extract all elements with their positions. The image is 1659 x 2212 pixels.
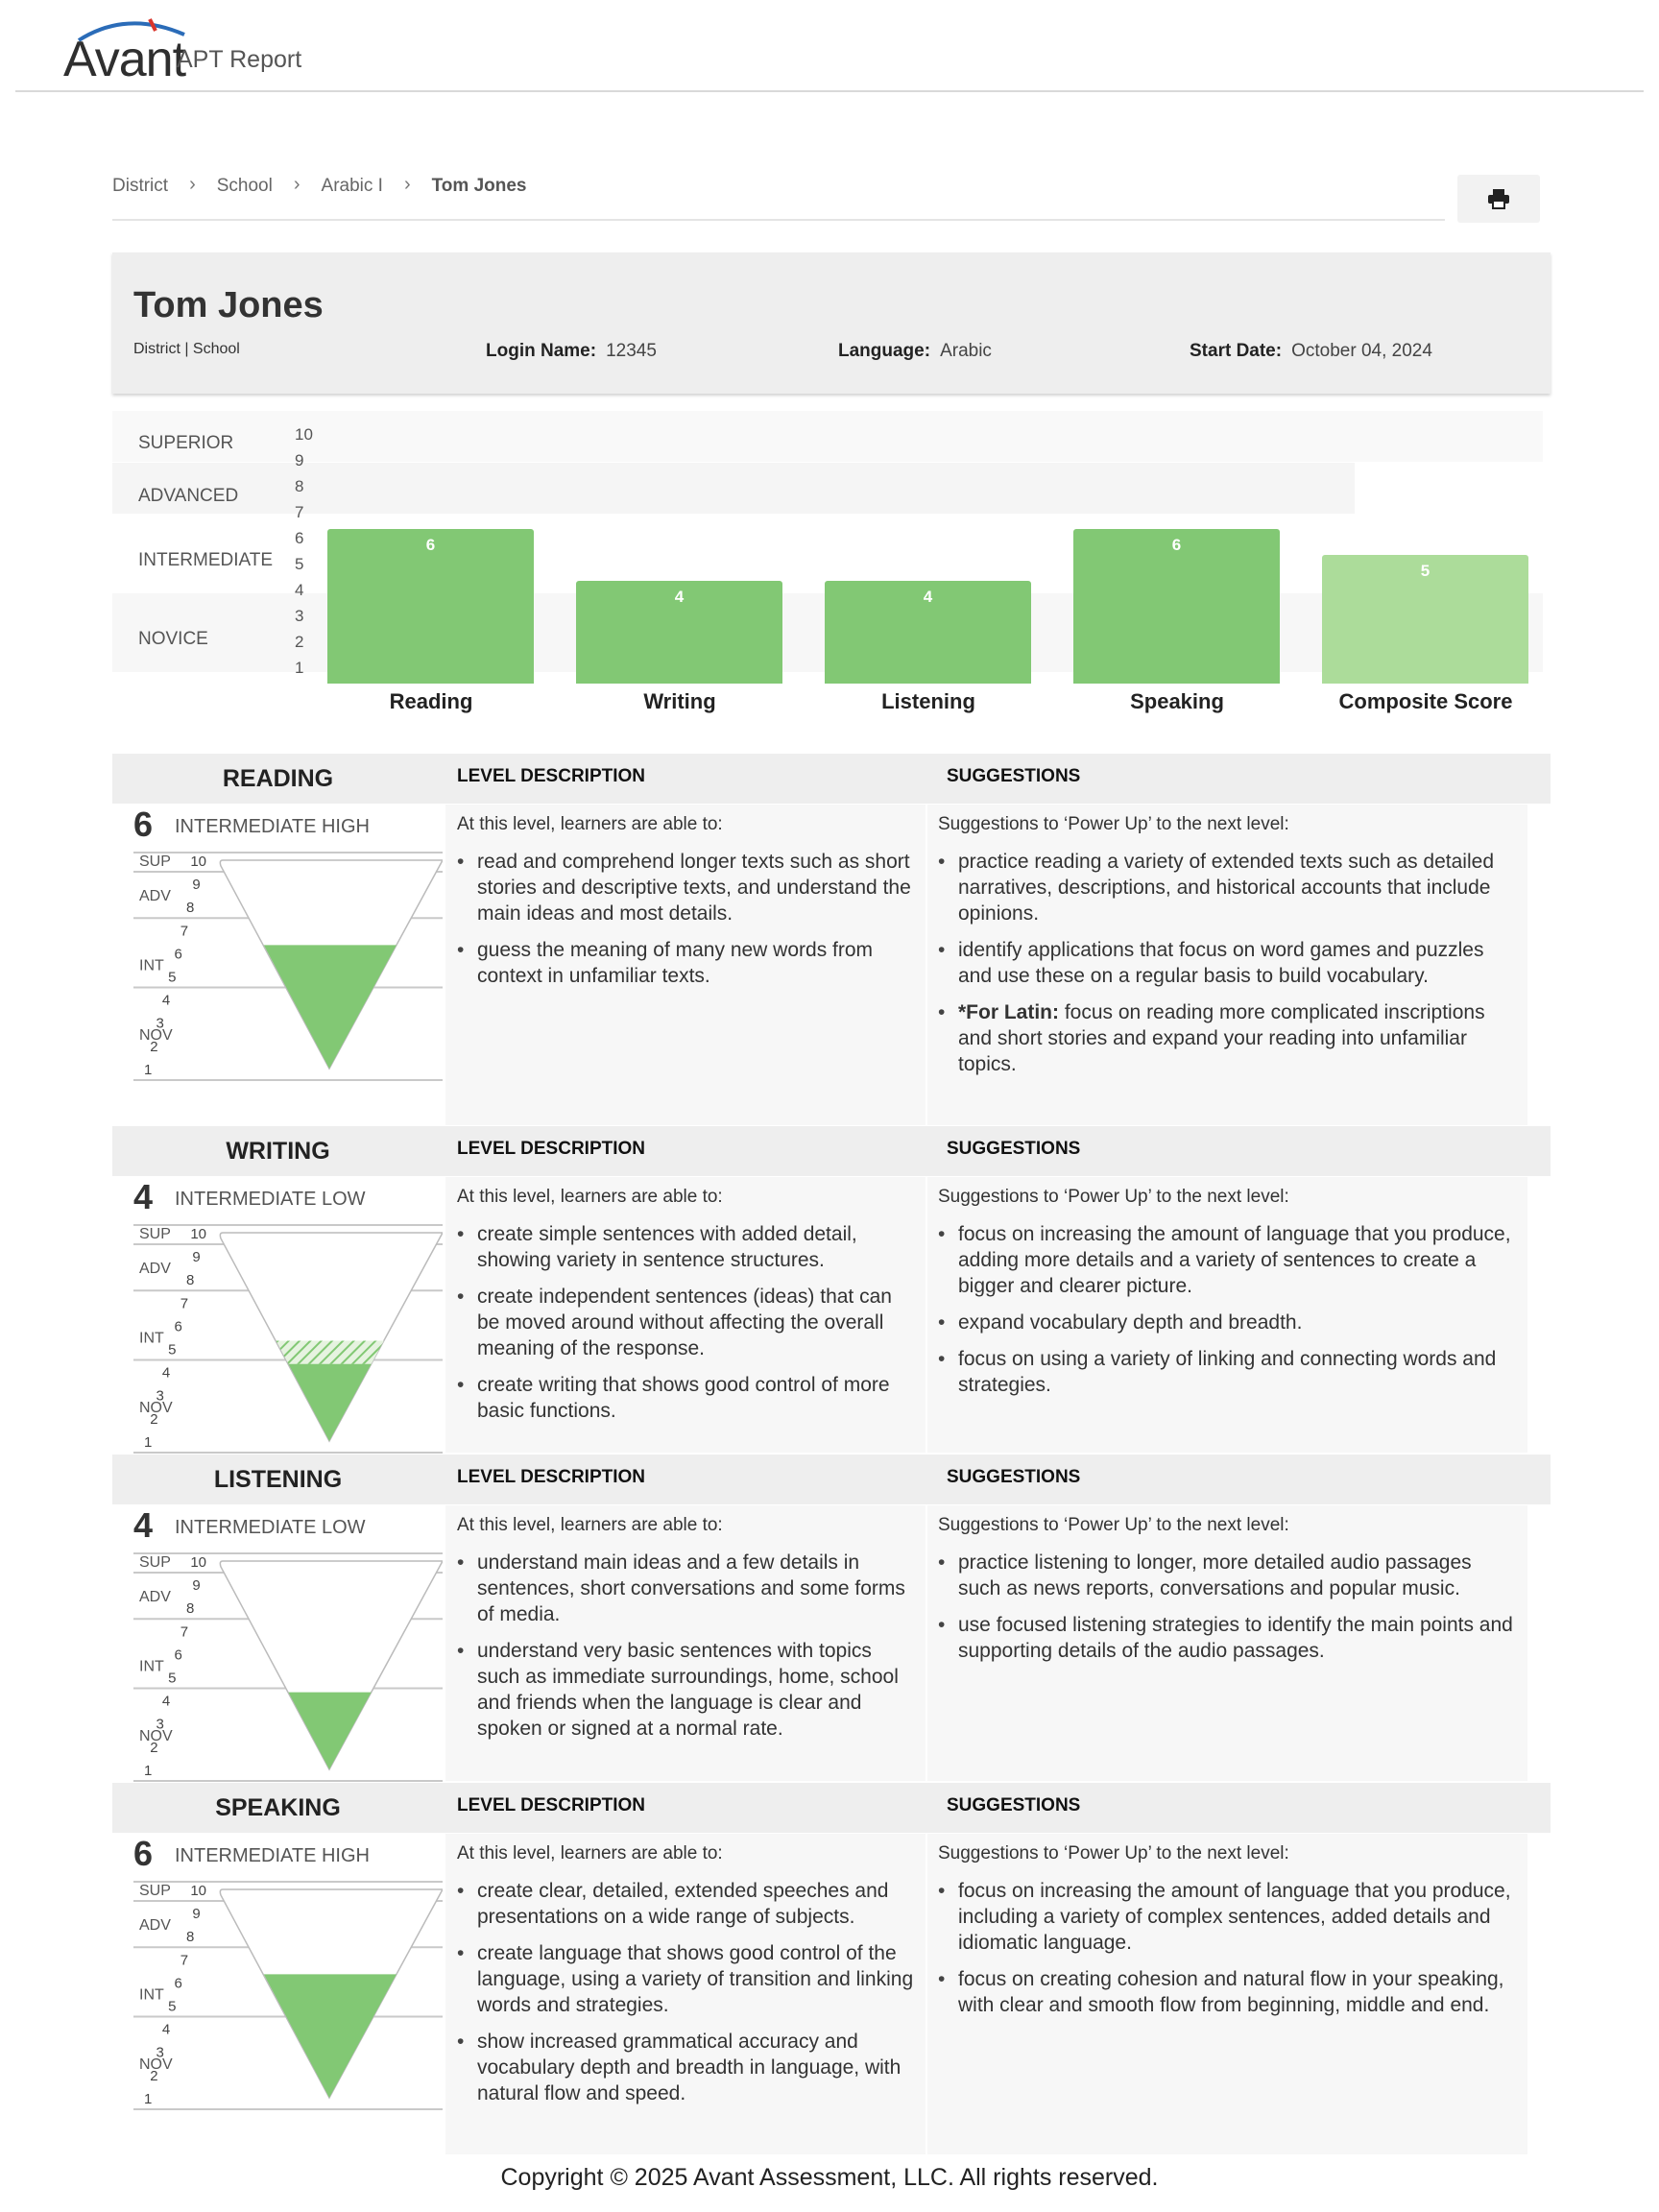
language	[838, 341, 992, 362]
login-name	[486, 341, 657, 362]
y-tick-label: 10	[295, 425, 313, 444]
suggestions-intro: Suggestions to ‘Power Up’ to the next level:	[938, 1843, 1289, 1863]
y-tick-label: 7	[295, 503, 304, 521]
score-value: 6	[133, 1834, 154, 1873]
level-description-item: • create language that shows good control of the language, using a variety of transition and linking words and strategies.	[457, 1940, 916, 2018]
chart-band-superior	[112, 411, 1543, 462]
logo-text: Avant	[63, 32, 186, 87]
triangle-tick-label: 5	[168, 1341, 177, 1358]
triangle-band-label: INT	[139, 1986, 164, 2004]
triangle-tick-label: 9	[192, 877, 201, 894]
triangle-band-label: SUP	[139, 1226, 171, 1242]
app-header	[15, 0, 1644, 92]
suggestion-item: • use focused listening strategies to identify the main points and supporting details of the audio passages.	[938, 1612, 1514, 1664]
level-triangle	[133, 1880, 443, 2115]
score-value: 4	[133, 1505, 154, 1545]
level-description-list	[457, 1221, 916, 1434]
triangle-tick-label: 10	[190, 854, 206, 870]
triangle-tick-label: 2	[150, 1038, 158, 1055]
language-label: Language:	[838, 341, 931, 361]
chart-bar-value: 4	[674, 588, 685, 606]
score-value: 6	[133, 805, 154, 844]
level-name: INTERMEDIATE HIGH	[175, 1845, 370, 1866]
chart-category-label: Writing	[643, 689, 716, 713]
level-description-list	[457, 849, 916, 999]
level-name: INTERMEDIATE LOW	[175, 1189, 366, 1210]
triangle-tick-label: 7	[180, 1295, 189, 1312]
start-date	[1190, 341, 1432, 362]
section-speaking	[112, 1783, 1551, 2154]
triangle-band-label: SUP	[139, 854, 171, 870]
section-header	[112, 1455, 1551, 1504]
triangle-tick-label: 3	[156, 1387, 164, 1405]
level-triangle	[133, 1223, 443, 1458]
triangle-tick-label: 3	[156, 1716, 164, 1733]
chevron-right-icon: ›	[403, 174, 411, 195]
y-tick-label: 4	[295, 581, 304, 599]
proficiency-chart	[112, 411, 1543, 728]
triangle-band-label: INT	[139, 1330, 164, 1347]
section-header	[112, 754, 1551, 804]
triangle-tick-label: 10	[190, 1883, 206, 1899]
score-value: 4	[133, 1177, 154, 1216]
triangle-tick-label: 5	[168, 1998, 177, 2015]
level-description-panel	[445, 1834, 926, 2154]
suggestion-item: • practice listening to longer, more detailed audio passages such as news reports, conversations and popular music.	[938, 1550, 1514, 1601]
level-name: INTERMEDIATE HIGH	[175, 816, 370, 837]
breadcrumb-class[interactable]: Arabic I	[321, 176, 383, 196]
triangle-band-label: NOV	[139, 1727, 173, 1744]
triangle-tick-label: 8	[186, 1272, 195, 1289]
suggestion-item	[938, 999, 1514, 1077]
student-district-school: District | School	[133, 341, 240, 357]
triangle-tick-label: 6	[174, 1975, 182, 1992]
section-writing	[112, 1126, 1551, 1453]
student-name: Tom Jones	[133, 285, 324, 325]
triangle-band-label: ADV	[139, 1917, 171, 1935]
suggestion-item: • focus on increasing the amount of language that you produce, adding more details and a variety of sentences to create a bigger and clearer picture.	[938, 1221, 1514, 1299]
y-tick-label: 9	[295, 451, 304, 469]
level-description-item: • understand very basic sentences with topics such as immediate surroundings, home, school and friends when the language is clear and spoken or signed at a normal rate.	[457, 1638, 916, 1742]
triangle-tick-label: 4	[161, 1364, 171, 1382]
app-title: APT Report	[177, 46, 302, 73]
login-name-label: Login Name:	[486, 341, 597, 361]
level-triangle-icon	[133, 1880, 443, 2110]
start-date-value: October 04, 2024	[1291, 341, 1432, 361]
level-description-list	[457, 1550, 916, 1752]
triangle-tick-label: 2	[150, 1739, 158, 1756]
login-name-value: 12345	[606, 341, 657, 361]
triangle-tick-label: 7	[180, 1623, 189, 1641]
y-tick-label: 5	[295, 555, 304, 573]
triangle-tick-label: 3	[156, 2044, 164, 2061]
suggestion-item: • expand vocabulary depth and breadth.	[938, 1310, 1514, 1335]
start-date-label: Start Date:	[1190, 341, 1283, 361]
level-description-panel	[445, 1505, 926, 1781]
chart-band-label: NOVICE	[138, 629, 208, 649]
suggestions-panel	[927, 1505, 1527, 1781]
suggestions-panel	[927, 1834, 1527, 2154]
printer-icon	[1487, 188, 1510, 209]
section-header	[112, 1126, 1551, 1176]
suggestion-item: • focus on using a variety of linking and connecting words and strategies.	[938, 1346, 1514, 1398]
chart-band-label: ADVANCED	[138, 486, 239, 506]
chart-bar-value: 4	[923, 588, 933, 606]
level-description-item: • create simple sentences with added detail, showing variety in sentence structures.	[457, 1221, 916, 1273]
suggestions-list	[938, 849, 1514, 1088]
level-description-item: • show increased grammatical accuracy and vocabulary depth and breadth in language, with natural flow and speed.	[457, 2029, 916, 2106]
level-description-heading: LEVEL DESCRIPTION	[457, 1795, 646, 1815]
level-description-panel	[445, 1177, 926, 1453]
section-title: READING	[222, 765, 334, 792]
triangle-tick-label: 2	[150, 1410, 158, 1428]
triangle-band-label: ADV	[139, 888, 171, 905]
level-description-item: • create clear, detailed, extended speeches and presentations on a wide range of subjects.	[457, 1878, 916, 1930]
triangle-tick-label: 1	[143, 1762, 153, 1779]
y-tick-label: 3	[295, 607, 304, 625]
breadcrumb-student: Tom Jones	[431, 176, 527, 196]
section-title: SPEAKING	[215, 1794, 341, 1821]
avant-logo[interactable]	[50, 13, 194, 87]
suggestions-panel	[927, 1177, 1527, 1453]
student-card	[112, 252, 1551, 394]
level-triangle-icon	[133, 1551, 443, 1782]
language-value: Arabic	[940, 341, 992, 361]
level-triangle	[133, 1551, 443, 1787]
triangle-tick-label: 2	[150, 2067, 158, 2084]
chart-category-label: Reading	[389, 689, 473, 713]
chart-bar-value: 5	[1420, 562, 1431, 580]
triangle-band-label: ADV	[139, 1261, 171, 1278]
triangle-band-label: SUP	[139, 1883, 171, 1899]
chevron-right-icon: ›	[293, 174, 301, 195]
chart-category-label: Composite Score	[1338, 689, 1513, 713]
suggestions-list	[938, 1221, 1514, 1408]
chart-band-label: SUPERIOR	[138, 433, 234, 453]
suggestions-intro: Suggestions to ‘Power Up’ to the next level:	[938, 1187, 1289, 1207]
level-description-intro: At this level, learners are able to:	[457, 1187, 723, 1207]
section-header	[112, 1783, 1551, 1833]
triangle-tick-label: 10	[190, 1554, 206, 1571]
suggestion-item: • practice reading a variety of extended texts such as detailed narratives, descriptions, and historical accounts that include opinions.	[938, 849, 1514, 926]
copyright: Copyright © 2025 Avant Assessment, LLC. All rights reserved.	[500, 2164, 1159, 2191]
triangle-band-label: NOV	[139, 1026, 173, 1044]
suggestions-intro: Suggestions to ‘Power Up’ to the next level:	[938, 1515, 1289, 1535]
suggestions-heading: SUGGESTIONS	[947, 1795, 1081, 1815]
y-tick-label: 2	[295, 633, 304, 651]
chevron-right-icon: ›	[189, 174, 196, 195]
suggestions-intro: Suggestions to ‘Power Up’ to the next level:	[938, 814, 1289, 834]
level-triangle-icon	[133, 1223, 443, 1454]
y-tick-label: 1	[295, 659, 304, 677]
suggestion-item: • identify applications that focus on word games and puzzles and use these on a regular basis to build vocabulary.	[938, 937, 1514, 989]
level-description-heading: LEVEL DESCRIPTION	[457, 1467, 646, 1487]
triangle-tick-label: 6	[174, 946, 182, 963]
section-reading	[112, 754, 1551, 1125]
breadcrumb-district[interactable]: District	[112, 176, 169, 196]
level-triangle-icon	[133, 851, 443, 1081]
suggestions-list	[938, 1550, 1514, 1674]
level-description-panel	[445, 805, 926, 1125]
triangle-tick-label: 5	[168, 969, 177, 986]
triangle-tick-label: 5	[168, 1670, 177, 1687]
triangle-tick-label: 6	[174, 1318, 182, 1335]
triangle-band-label: INT	[139, 957, 164, 974]
triangle-tick-label: 4	[161, 1693, 171, 1710]
suggestions-heading: SUGGESTIONS	[947, 766, 1081, 786]
breadcrumb-school[interactable]: School	[216, 176, 273, 196]
level-name: INTERMEDIATE LOW	[175, 1517, 366, 1538]
triangle-band-label: INT	[139, 1658, 164, 1675]
chart-bar-value: 6	[425, 536, 436, 554]
triangle-tick-label: 1	[143, 1433, 153, 1451]
y-tick-label: 8	[295, 477, 304, 495]
level-triangle	[133, 851, 443, 1086]
triangle-tick-label: 9	[192, 1249, 201, 1266]
triangle-tick-label: 8	[186, 1600, 195, 1618]
section-title: LISTENING	[213, 1466, 343, 1493]
level-description-heading: LEVEL DESCRIPTION	[457, 1139, 646, 1159]
triangle-tick-label: 4	[161, 2021, 171, 2038]
level-description-item: • create independent sentences (ideas) that can be moved around without affecting the overall meaning of the response.	[457, 1284, 916, 1361]
triangle-tick-label: 9	[192, 1906, 201, 1923]
level-description-list	[457, 1878, 916, 2117]
chart-category-label: Speaking	[1130, 689, 1224, 713]
triangle-tick-label: 1	[143, 2090, 153, 2107]
chart-bar-value: 6	[1171, 536, 1182, 554]
print-button[interactable]	[1457, 175, 1540, 223]
suggestion-text: focus on reading more complicated inscriptions and short stories and expand your reading into unfamiliar topics.	[958, 1001, 1485, 1075]
triangle-tick-label: 7	[180, 1952, 189, 1969]
level-description-item: • understand main ideas and a few details in sentences, short conversations and some forms of media.	[457, 1550, 916, 1627]
suggestions-heading: SUGGESTIONS	[947, 1139, 1081, 1159]
triangle-tick-label: 6	[174, 1647, 182, 1664]
triangle-tick-label: 1	[143, 1061, 153, 1078]
triangle-tick-label: 10	[190, 1226, 206, 1242]
suggestion-prefix: *For Latin:	[958, 1001, 1059, 1023]
breadcrumb	[112, 173, 1445, 221]
triangle-tick-label: 7	[180, 923, 189, 940]
suggestions-heading: SUGGESTIONS	[947, 1467, 1081, 1487]
suggestion-item: • focus on creating cohesion and natural flow in your speaking, with clear and smooth flow from beginning, middle and end.	[938, 1966, 1514, 2018]
section-title: WRITING	[226, 1138, 330, 1165]
suggestions-panel	[927, 805, 1527, 1125]
level-description-heading: LEVEL DESCRIPTION	[457, 766, 646, 786]
level-description-item: • read and comprehend longer texts such as short stories and descriptive texts, and understand the main ideas and most details.	[457, 849, 916, 926]
y-tick-label: 6	[295, 529, 304, 547]
section-listening	[112, 1455, 1551, 1781]
triangle-tick-label: 8	[186, 1929, 195, 1946]
chart-category-label: Listening	[881, 689, 975, 713]
suggestions-list	[938, 1878, 1514, 2029]
triangle-band-label: NOV	[139, 1399, 173, 1416]
triangle-band-label: ADV	[139, 1589, 171, 1606]
triangle-tick-label: 3	[156, 1015, 164, 1032]
triangle-tick-label: 4	[161, 992, 171, 1009]
level-description-intro: At this level, learners are able to:	[457, 1515, 723, 1535]
triangle-band-label: NOV	[139, 2056, 173, 2073]
level-description-item: • guess the meaning of many new words from context in unfamiliar texts.	[457, 937, 916, 989]
level-description-item: • create writing that shows good control of more basic functions.	[457, 1372, 916, 1424]
level-description-intro: At this level, learners are able to:	[457, 1843, 723, 1863]
chart-band-label: INTERMEDIATE	[138, 550, 274, 570]
level-description-intro: At this level, learners are able to:	[457, 814, 723, 834]
suggestion-item: • focus on increasing the amount of language that you produce, including a variety of complex sentences, added details and idiomatic language.	[938, 1878, 1514, 1956]
triangle-tick-label: 8	[186, 900, 195, 917]
triangle-tick-label: 9	[192, 1577, 201, 1595]
triangle-band-label: SUP	[139, 1554, 171, 1571]
